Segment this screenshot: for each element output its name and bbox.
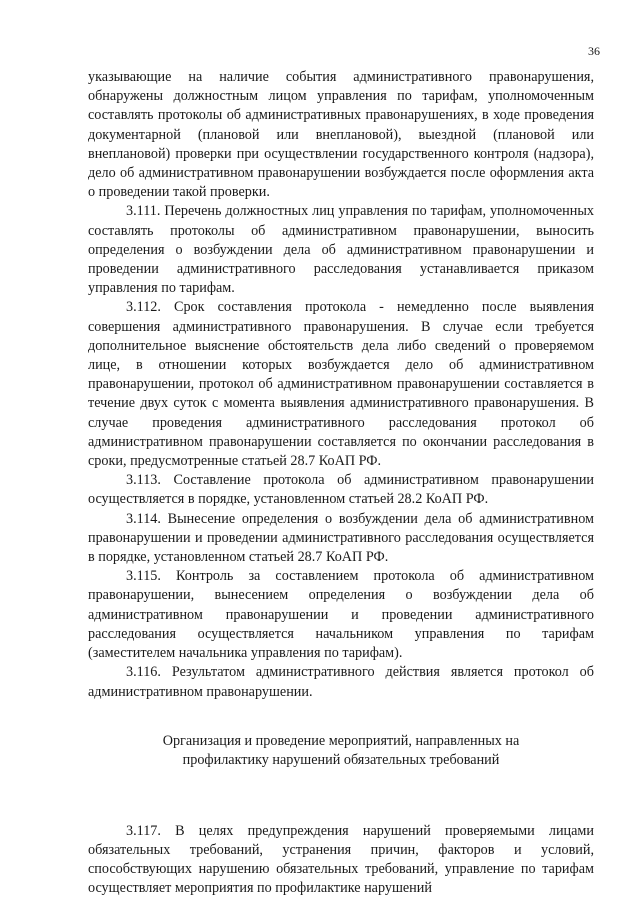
section-heading [88, 732, 594, 770]
section-spacer [88, 770, 594, 822]
section-heading-line-2: профилактику нарушений обязательных требований [182, 751, 500, 768]
paragraph-3-116: 3.116. Результатом административного действия является протокол об административном правонарушении. [88, 664, 594, 700]
paragraph-3-115: 3.115. Контроль за составлением протокола об административном правонарушении, вынесением определения о возбуждении дела об административном правонарушении и проведении административного расследования осуществляется начальником управления по тарифам (заместителем начальника управления по тарифам). [88, 568, 594, 662]
paragraph-3-114: 3.114. Вынесение определения о возбуждении дела об административном правонарушении и проведении административного расследования осуществляется в порядке, установленном статьей 28.7 КоАП РФ. [88, 510, 594, 566]
paragraph-3-112: 3.112. Срок составления протокола - немедленно после выявления совершения административного правонарушения. В случае если требуется дополнительное выяснение обстоятельств дела либо сведений о проверяемом лице, в отношении которых возбуждается дело об административном правонарушении, протокол об административном правонарушении составляется в течение двух суток с момента выявления административного правонарушения. В случае проведения административного расследования протокол об административном правонарушении составляется по окончании расследования в сроки, предусмотренные статьей 28.7 КоАП РФ. [88, 299, 594, 470]
paragraph-continued: указывающие на наличие события административного правонарушения, обнаружены должностным лицом управления по тарифам, уполномоченным составлять протоколы об административных правонарушениях, в ходе проведения документарной (плановой или внеплановой), выездной (плановой или внеплановой) проверки при осуществлении государственного контроля (надзора), дело об административном правонарушении возбуждается после оформления акта о проведении такой проверки. [88, 69, 594, 201]
paragraph-3-117: 3.117. В целях предупреждения нарушений проверяемыми лицами обязательных требований, устранения причин, факторов и условий, способствующих нарушению обязательных требований, управление по тарифам осуществляет мероприятия по профилактике нарушений [88, 822, 594, 897]
page-number: 36 [588, 44, 600, 58]
section-heading-line-1: Организация и проведение мероприятий, направленных на [162, 732, 520, 749]
paragraph-3-111: 3.111. Перечень должностных лиц управления по тарифам, уполномоченных составлять протоколы об административном правонарушении, выносить определения о возбуждении дела об административном правонарушении и проведении административного расследования устанавливается приказом управления по тарифам. [88, 203, 594, 297]
paragraph-3-113: 3.113. Составление протокола об административном правонарушении осуществляется в порядке, установленном статьей 28.2 КоАП РФ. [88, 472, 594, 508]
page-body [88, 68, 594, 899]
